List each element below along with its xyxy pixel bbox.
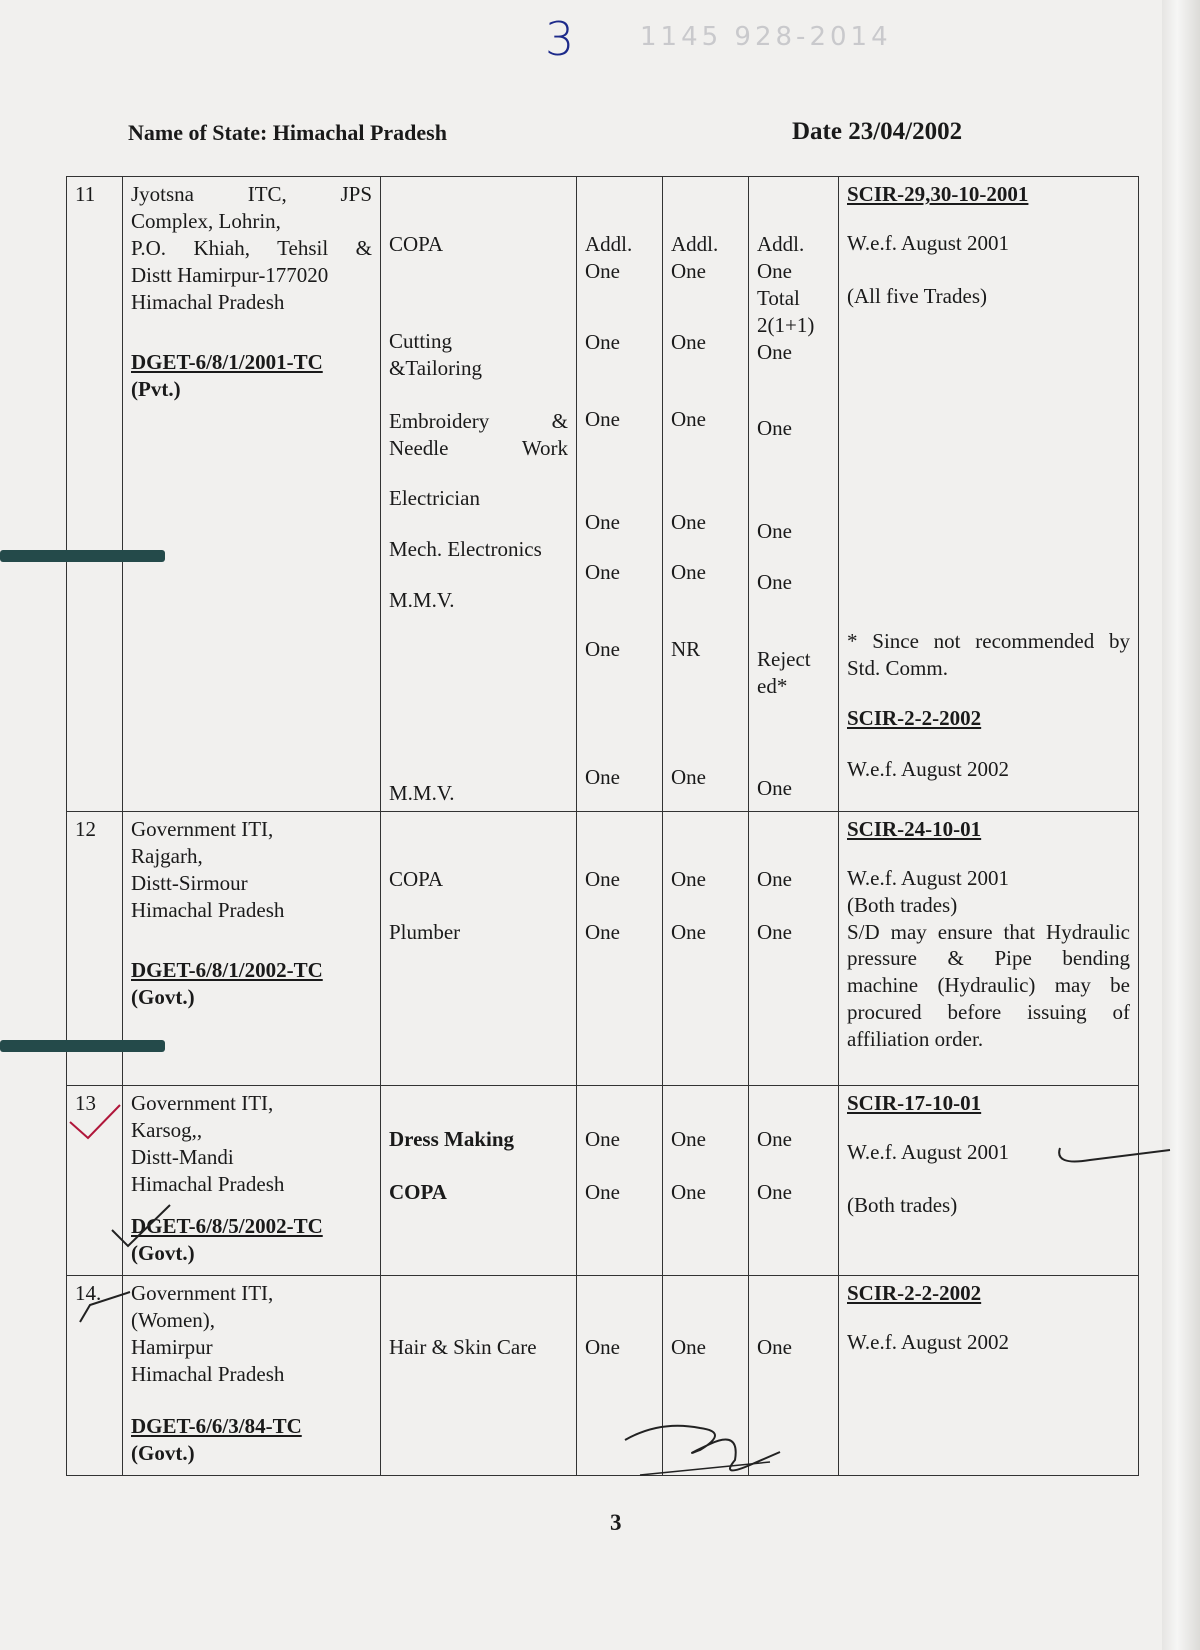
wef-date: W.e.f. August 2002 <box>847 757 1009 782</box>
count-value: One <box>671 1334 706 1359</box>
institute-line: Distt-Mandi <box>131 1144 234 1169</box>
serial-number: 12 <box>67 811 123 1085</box>
count-column-3 <box>749 811 839 1085</box>
count-column-3 <box>749 177 839 812</box>
trade-scope: (Both trades) <box>847 892 958 917</box>
institute-cell <box>123 177 381 812</box>
trade-name: M.M.V. <box>389 588 455 613</box>
faint-stamp: 1145 928-2014 <box>640 22 892 52</box>
remark-note: * Since not recommended by Std. Comm. <box>847 628 1130 680</box>
reference-number: DGET-6/8/1/2002-TC <box>131 958 323 983</box>
count-value: Addl. One <box>671 232 719 283</box>
count-value: One <box>757 519 792 544</box>
count-value: One <box>757 919 792 944</box>
trade-label: Embroidery & Needle Work <box>389 408 568 460</box>
serial-number: 14. <box>67 1275 123 1475</box>
count-value: One <box>757 339 792 364</box>
count-value: Reject ed* <box>757 647 811 698</box>
wef-date: W.e.f. August 2001 <box>847 1139 1009 1164</box>
trade-name <box>389 408 568 462</box>
count-column-2 <box>663 177 749 812</box>
institute-line: Government ITI, <box>131 816 274 841</box>
institute-line: Jyotsna ITC, JPS <box>131 182 372 206</box>
document-date: Date 23/04/2002 <box>792 118 963 145</box>
reference-number: DGET-6/8/5/2002-TC <box>131 1214 323 1239</box>
trade-name: Cutting &Tailoring <box>389 328 483 380</box>
count-value: One <box>671 1126 706 1151</box>
count-value: One <box>757 416 792 441</box>
trades-cell <box>381 1085 577 1275</box>
trades-cell <box>381 1275 577 1475</box>
institute-line: Karsog,, <box>131 1117 203 1142</box>
trade-name: COPA <box>389 232 444 256</box>
institute-line: Government ITI, <box>131 1090 274 1115</box>
wef-date: W.e.f. August 2001 <box>847 230 1009 255</box>
count-column-3 <box>749 1085 839 1275</box>
count-value: One <box>757 1126 792 1151</box>
count-value: One <box>585 1334 620 1359</box>
count-value: One <box>671 509 706 534</box>
count-value: One <box>671 1179 706 1204</box>
institute-line: Hamirpur <box>131 1334 213 1359</box>
count-column-1 <box>577 1085 663 1275</box>
trade-name: Dress Making <box>389 1126 515 1151</box>
count-value: One <box>671 866 706 891</box>
state-name: Name of State: Himachal Pradesh <box>128 120 447 145</box>
count-value: One <box>757 775 792 800</box>
pen-stroke <box>1050 1140 1180 1180</box>
reference-number: DGET-6/6/3/84-TC <box>131 1414 302 1439</box>
trade-name: COPA <box>389 866 444 891</box>
count-value: One <box>585 509 620 534</box>
serial-number: 11 <box>67 177 123 812</box>
count-value: One <box>671 765 706 790</box>
count-value: One <box>757 1179 792 1204</box>
institute-line: Complex, Lohrin, <box>131 208 281 233</box>
count-value: One <box>585 329 620 354</box>
scir-reference: SCIR-24-10-01 <box>847 816 982 841</box>
binding-string <box>0 550 165 562</box>
serial-number: 13 <box>67 1085 123 1275</box>
institute-line: Government ITI, <box>131 1280 274 1305</box>
institute-line: Rajgarh, <box>131 843 203 868</box>
remark-note: S/D may ensure that Hydraulic pressure & Pipe bending machine (Hydraulic) may be procured before issuing of affiliation order. <box>847 919 1130 1051</box>
count-value: One <box>671 560 706 585</box>
count-value: One <box>671 329 706 354</box>
count-column-2 <box>663 1085 749 1275</box>
count-value: One <box>585 765 620 790</box>
institute-type: (Govt.) <box>131 985 195 1010</box>
count-value: Addl. One <box>757 232 805 283</box>
count-value: One <box>671 919 706 944</box>
institute-line: Himachal Pradesh <box>131 1361 285 1386</box>
pen-tick-marks <box>60 1100 390 1330</box>
count-value: One <box>585 406 620 431</box>
remarks-cell <box>839 811 1139 1085</box>
remarks-cell <box>839 177 1139 812</box>
page-edge <box>1162 0 1200 1650</box>
page-number: 3 <box>610 1510 622 1535</box>
scir-reference: SCIR-29,30-10-2001 <box>847 182 1029 206</box>
wef-date: W.e.f. August 2002 <box>847 1329 1009 1354</box>
scir-reference: SCIR-2-2-2002 <box>847 706 982 731</box>
count-column-1 <box>577 177 663 812</box>
table-row <box>67 177 1139 812</box>
institute-line: Distt-Sirmour <box>131 870 248 895</box>
count-value: Addl. One <box>585 232 633 283</box>
scir-reference: SCIR-2-2-2002 <box>847 1280 982 1305</box>
institute-type: (Govt.) <box>131 1441 195 1466</box>
count-value: NR <box>671 637 701 662</box>
remarks-cell <box>839 1275 1139 1475</box>
wef-date: W.e.f. August 2001 <box>847 865 1009 890</box>
trade-scope: (All five Trades) <box>847 283 987 308</box>
handwritten-page-number: 3 <box>545 12 575 66</box>
trades-cell <box>381 177 577 812</box>
remarks-cell <box>839 1085 1139 1275</box>
trade-name: Hair & Skin Care <box>389 1334 537 1359</box>
count-value: One <box>585 637 620 662</box>
count-column-2 <box>663 811 749 1085</box>
count-value: One <box>585 919 620 944</box>
count-value: One <box>585 1126 620 1151</box>
count-value: One <box>585 866 620 891</box>
institute-line: Himachal Pradesh <box>131 1171 285 1196</box>
institute-line: Distt Hamirpur-177020 <box>131 262 329 287</box>
trade-name: Electrician <box>389 486 480 511</box>
table-row <box>67 811 1139 1085</box>
count-value: One <box>757 866 792 891</box>
count-value: One <box>585 560 620 585</box>
institute-line: Himachal Pradesh <box>131 289 285 314</box>
trade-scope: (Both trades) <box>847 1192 958 1217</box>
signature-mark <box>620 1400 790 1490</box>
count-value: One <box>757 570 792 595</box>
institute-type: (Pvt.) <box>131 377 181 402</box>
institute-line: Himachal Pradesh <box>131 897 285 922</box>
count-total: Total 2(1+1) <box>757 285 815 337</box>
count-value: One <box>757 1334 792 1359</box>
trade-name: M.M.V. <box>389 781 455 805</box>
trade-name: COPA <box>389 1179 447 1204</box>
trade-name: Plumber <box>389 919 461 944</box>
trades-cell <box>381 811 577 1085</box>
scir-reference: SCIR-17-10-01 <box>847 1090 982 1115</box>
trade-name: Mech. Electronics <box>389 537 542 562</box>
institute-type: (Govt.) <box>131 1241 195 1266</box>
reference-number: DGET-6/8/1/2001-TC <box>131 350 323 375</box>
count-value: One <box>585 1179 620 1204</box>
binding-string <box>0 1040 165 1052</box>
count-column-1 <box>577 811 663 1085</box>
institute-line: (Women), <box>131 1307 216 1332</box>
institute-line: P.O. Khiah, Tehsil & <box>131 235 372 260</box>
count-value: One <box>671 406 706 431</box>
